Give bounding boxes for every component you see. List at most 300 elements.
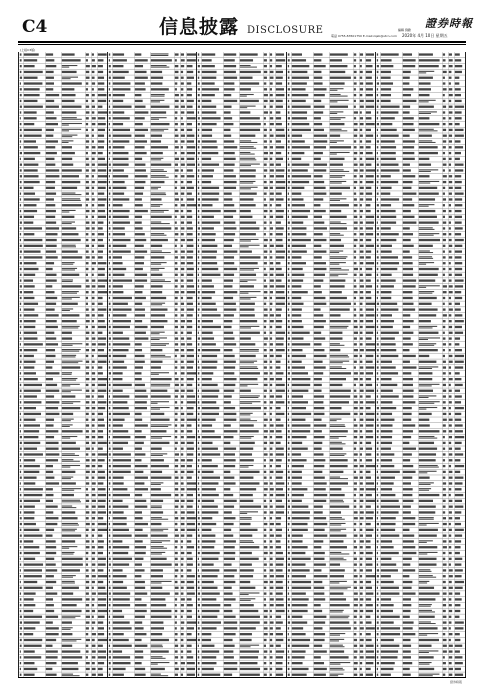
cell-text [92, 320, 94, 322]
cell-text [202, 326, 221, 328]
cell-text [180, 297, 182, 299]
cell-text [46, 71, 54, 73]
cell-text [150, 395, 170, 397]
cell-text [202, 569, 220, 571]
cell-text [112, 639, 128, 641]
cell-text [180, 169, 182, 171]
cell-text [150, 656, 162, 657]
cell-text [20, 453, 22, 455]
cell-text [198, 221, 200, 223]
cell-text [180, 645, 183, 647]
cell-text [288, 169, 290, 171]
cell-text [288, 164, 290, 166]
cell-text [270, 210, 273, 212]
cell-text [86, 227, 90, 229]
cell-text [150, 171, 166, 172]
cell-text [186, 297, 192, 299]
cell-text [264, 587, 266, 589]
cell-text [180, 534, 184, 536]
cell-text [174, 152, 176, 154]
cell-text [24, 506, 35, 508]
cell-text [186, 221, 191, 223]
cell-text [240, 188, 251, 189]
cell-text [174, 193, 177, 195]
cell-text [174, 395, 177, 397]
cell-text [174, 587, 178, 589]
cell-text [270, 604, 274, 606]
cell-text [46, 320, 57, 322]
cell-text [198, 500, 200, 502]
cell-text [46, 529, 54, 531]
cell-text [24, 592, 36, 594]
cell-text [20, 430, 21, 432]
cell-text [62, 303, 78, 305]
cell-text [180, 285, 183, 287]
cell-text [46, 146, 55, 148]
cell-text [20, 210, 21, 212]
cell-text [186, 558, 192, 560]
cell-text [198, 633, 200, 635]
cell-text [108, 592, 110, 594]
cell-text [276, 332, 285, 334]
cell-text [264, 198, 266, 200]
cell-text [224, 94, 231, 96]
cell-text [134, 164, 145, 166]
cell-text [86, 656, 88, 658]
cell-text [62, 424, 73, 425]
cell-text [62, 71, 77, 73]
cell-text [150, 210, 168, 211]
cell-text [98, 106, 103, 108]
cell-text [314, 129, 324, 131]
cell-text [264, 482, 268, 484]
cell-text [134, 169, 145, 171]
cell-text [224, 169, 234, 171]
cell-text [264, 627, 268, 629]
cell-text [134, 633, 146, 635]
cell-text [174, 569, 178, 571]
cell-text [86, 71, 89, 73]
cell-text [98, 343, 106, 345]
cell-text [202, 193, 219, 195]
cell-text [150, 281, 170, 282]
cell-text [264, 204, 267, 206]
cell-text [150, 221, 160, 222]
cell-text [202, 395, 218, 397]
cell-text [180, 332, 182, 334]
cell-text [224, 355, 235, 357]
cell-text [198, 546, 200, 548]
cell-text [292, 164, 310, 166]
cell-text [224, 146, 237, 148]
cell-text [20, 366, 21, 368]
cell-text [276, 488, 283, 490]
cell-text [264, 401, 267, 403]
cell-text [24, 297, 35, 299]
cell-text [288, 140, 290, 142]
cell-text [150, 674, 160, 675]
cell-text [62, 378, 78, 379]
cell-text [224, 477, 235, 479]
cell-text [198, 314, 199, 316]
cell-text [180, 500, 184, 502]
cell-text [20, 413, 21, 415]
cell-text [186, 53, 195, 55]
cell-text [270, 592, 273, 594]
cell-text [150, 517, 161, 518]
cell-text [198, 146, 200, 148]
cell-text [134, 604, 146, 606]
cell-text [98, 216, 106, 218]
cell-text [276, 395, 282, 397]
cell-text [98, 529, 107, 531]
cell-text [134, 378, 141, 380]
cell-text [224, 320, 233, 322]
cell-text [264, 169, 267, 171]
cell-text [150, 465, 168, 467]
cell-text [134, 482, 144, 484]
cell-text [98, 674, 103, 676]
cell-text [330, 158, 345, 160]
cell-text [288, 94, 290, 96]
cell-text [86, 540, 90, 542]
cell-text [150, 575, 162, 577]
cell-text [24, 117, 37, 119]
cell-text [150, 546, 163, 547]
cell-text [62, 633, 73, 635]
cell-text [24, 639, 42, 641]
cell-text [62, 130, 69, 131]
cell-text [20, 598, 22, 600]
cell-text [98, 534, 103, 536]
cell-text [264, 540, 266, 542]
cell-text [98, 308, 107, 310]
cell-text [240, 459, 254, 461]
cell-text [224, 500, 237, 502]
cell-text [270, 494, 273, 496]
cell-text [108, 88, 109, 90]
cell-text [98, 303, 103, 305]
cell-text [46, 181, 55, 183]
cell-text [224, 71, 236, 73]
cell-text [20, 88, 22, 90]
cell-text [224, 256, 234, 258]
cell-text [86, 575, 89, 577]
cell-text [46, 343, 58, 345]
cell-text [134, 552, 145, 554]
cell-text [98, 569, 104, 571]
cell-text [24, 268, 39, 270]
cell-text [186, 500, 193, 502]
cell-text [92, 355, 94, 357]
cell-text [264, 529, 266, 531]
cell-text [186, 401, 195, 403]
cell-text [174, 216, 176, 218]
cell-text [62, 117, 77, 118]
cell-text [180, 198, 182, 200]
cell-text [24, 88, 40, 90]
cell-text [270, 384, 272, 386]
cell-text [150, 212, 163, 213]
cell-text [354, 140, 356, 142]
cell-text [202, 366, 217, 368]
cell-text [180, 419, 184, 421]
cell-text [134, 616, 144, 618]
cell-text [24, 534, 43, 536]
cell-text [264, 616, 268, 618]
cell-text [20, 239, 21, 241]
cell-text [46, 291, 55, 293]
cell-text [174, 436, 176, 438]
cell-text [24, 581, 37, 583]
cell-text [86, 384, 89, 386]
cell-text [224, 82, 235, 84]
cell-text [264, 442, 267, 444]
cell-text [134, 135, 144, 137]
cell-text [112, 308, 131, 310]
cell-text [46, 558, 54, 560]
cell-text [20, 308, 21, 310]
cell-text [150, 177, 168, 178]
cell-text [92, 193, 94, 195]
cell-text [276, 650, 284, 652]
cell-text [264, 390, 267, 392]
cell-text [186, 424, 191, 426]
cell-text [150, 424, 171, 425]
cell-text [24, 401, 42, 403]
cell-text [202, 187, 219, 189]
cell-text [198, 268, 199, 270]
cell-text [240, 430, 259, 432]
cell-text [20, 569, 21, 571]
cell-text [20, 337, 22, 339]
cell-text [174, 227, 177, 229]
cell-text [24, 529, 40, 531]
cell-text [198, 274, 199, 276]
cell-text [366, 175, 374, 177]
cell-text [202, 413, 219, 415]
cell-text [108, 407, 110, 409]
cell-text [198, 140, 200, 142]
cell-text [108, 210, 110, 212]
cell-text [224, 204, 234, 206]
cell-text [330, 142, 337, 143]
cell-text [134, 111, 148, 113]
cell-text [202, 135, 212, 137]
cell-text [186, 198, 193, 200]
cell-text [224, 639, 233, 641]
cell-text [186, 471, 193, 473]
cell-text [264, 674, 267, 676]
cell-text [276, 534, 282, 536]
cell-text [186, 384, 191, 386]
cell-text [264, 500, 266, 502]
cell-text [276, 662, 283, 664]
cell-text [92, 442, 96, 444]
cell-text [180, 413, 183, 415]
cell-text [174, 621, 176, 623]
cell-text [202, 552, 220, 554]
cell-text [134, 245, 143, 247]
cell-text [24, 314, 38, 316]
cell-text [108, 291, 110, 293]
cell-text [224, 291, 238, 293]
cell-text [112, 558, 131, 560]
cell-text [354, 111, 358, 113]
cell-text [112, 175, 127, 177]
cell-text [186, 250, 192, 252]
cell-text [86, 471, 90, 473]
cell-text [62, 194, 82, 195]
cell-text [240, 175, 256, 177]
cell-text [174, 117, 176, 119]
cell-text [198, 419, 200, 421]
cell-text [264, 436, 267, 438]
cell-text [180, 256, 184, 258]
cell-text [180, 250, 184, 252]
cell-text [20, 158, 21, 160]
cell-text [98, 164, 107, 166]
cell-text [276, 303, 285, 305]
cell-text [108, 639, 110, 641]
cell-text [180, 523, 184, 525]
cell-text [108, 262, 109, 264]
cell-text [134, 94, 141, 96]
cell-text [86, 77, 90, 79]
cell-text [198, 332, 199, 334]
cell-text [240, 633, 252, 635]
cell-text [24, 488, 43, 490]
cell-text [24, 250, 41, 252]
cell-text [180, 424, 183, 426]
cell-text [174, 285, 177, 287]
cell-text [186, 668, 194, 670]
cell-text [224, 407, 235, 409]
cell-text [86, 233, 89, 235]
cell-text [86, 587, 89, 589]
cell-text [240, 366, 257, 367]
cell-text [276, 233, 283, 235]
cell-text [112, 465, 130, 467]
cell-text [198, 436, 200, 438]
cell-text [202, 419, 216, 421]
cell-text [62, 629, 71, 630]
cell-text [108, 65, 110, 67]
cell-text [240, 274, 256, 276]
cell-text [314, 100, 321, 102]
cell-text [264, 477, 267, 479]
cell-text [314, 152, 323, 154]
cell-text [134, 436, 145, 438]
cell-text [24, 285, 35, 287]
cell-text [112, 656, 129, 658]
cell-text [330, 129, 342, 130]
cell-text [24, 355, 34, 357]
cell-text [198, 465, 199, 467]
cell-text [174, 390, 178, 392]
cell-text [224, 419, 237, 421]
cell-text [20, 511, 21, 513]
cell-text [224, 123, 234, 125]
cell-text [240, 332, 260, 334]
cell-text [92, 390, 95, 392]
cell-text [330, 177, 342, 178]
cell-text [180, 569, 182, 571]
cell-text [240, 361, 257, 362]
cell-text [360, 59, 362, 61]
cell-text [150, 587, 161, 589]
cell-text [86, 332, 90, 334]
cell-text [134, 82, 144, 84]
cell-text [62, 420, 71, 421]
cell-text [134, 424, 147, 426]
cell-text [134, 140, 146, 142]
cell-text [98, 558, 106, 560]
cell-text [24, 106, 43, 108]
cell-text [98, 372, 103, 374]
cell-text [92, 216, 94, 218]
cell-text [150, 664, 157, 665]
cell-text [174, 355, 176, 357]
cell-text [46, 233, 58, 235]
cell-text [62, 582, 75, 583]
cell-text [98, 477, 105, 479]
cell-text [150, 269, 158, 270]
cell-text [224, 181, 237, 183]
cell-text [86, 100, 88, 102]
cell-text [46, 274, 57, 276]
cell-text [292, 152, 305, 154]
cell-text [180, 53, 183, 55]
cell-text [186, 413, 192, 415]
cell-text [224, 285, 233, 287]
cell-text [224, 77, 237, 79]
cell-text [240, 298, 251, 299]
cell-text [108, 581, 109, 583]
cell-text [46, 256, 58, 258]
cell-text [86, 274, 88, 276]
cell-text [186, 94, 191, 96]
cell-text [366, 111, 371, 113]
cell-text [270, 575, 274, 577]
cell-text [270, 598, 274, 600]
cell-text [46, 355, 56, 357]
cell-text [276, 581, 283, 583]
cell-text [20, 187, 22, 189]
cell-text [270, 129, 272, 131]
cell-text [134, 540, 142, 542]
cell-text [264, 598, 266, 600]
cell-text [276, 616, 281, 618]
cell-text [24, 187, 34, 189]
cell-text [180, 633, 183, 635]
cell-text [20, 175, 22, 177]
cell-text [62, 668, 79, 670]
cell-text [186, 193, 191, 195]
cell-text [92, 529, 95, 531]
cell-text [20, 517, 22, 519]
cell-text [270, 187, 273, 189]
cell-text [150, 413, 163, 415]
cell-text [46, 413, 60, 415]
cell-text [186, 511, 194, 513]
cell-text [330, 82, 345, 84]
cell-text [174, 198, 178, 200]
cell-text [202, 59, 212, 61]
cell-text [180, 343, 184, 345]
cell-text [150, 372, 168, 373]
cell-text [330, 100, 349, 101]
